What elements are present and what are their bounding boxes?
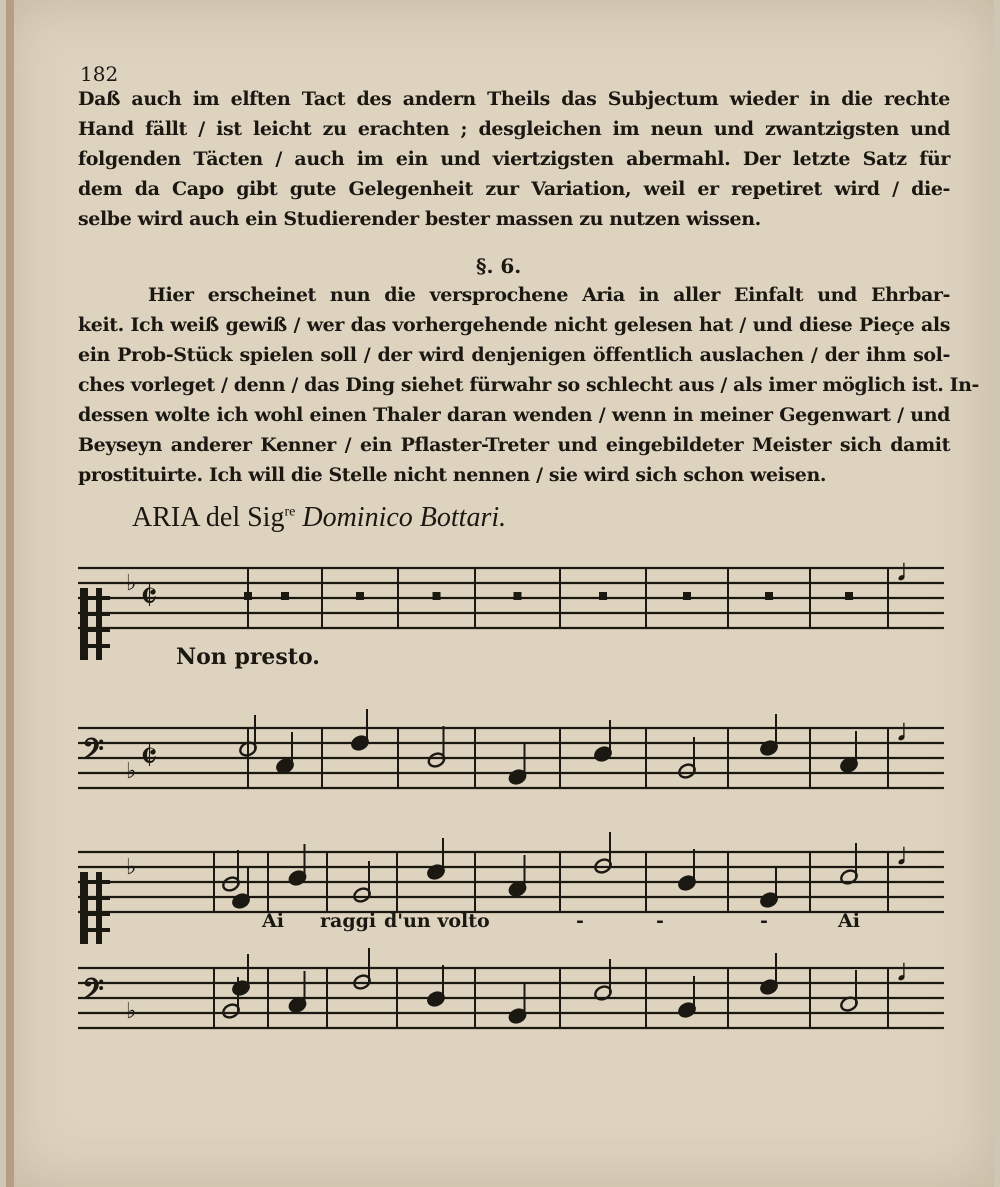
lyric-syllable: Ai (838, 910, 860, 932)
tempo-marking: Non presto. (176, 644, 320, 670)
c-clef (80, 880, 110, 884)
composer-name: Dominico Bottari. (302, 502, 507, 533)
staff-lines (78, 568, 944, 1028)
flat-sign: ♭ (126, 759, 137, 784)
text-line: keit. Ich weiß gewiß / wer das vorhergehende nicht gelesen hat / und diese Pieçe als (78, 314, 950, 336)
c-clef (80, 928, 110, 932)
text-line: dem da Capo gibt gute Gelegenheit zur Variation, weil er repetiret wird / die- (78, 178, 950, 200)
lyric-syllable: - (656, 910, 664, 932)
rest (433, 592, 441, 600)
barlines (214, 568, 888, 1028)
c-clef (80, 912, 110, 916)
text-line: Daß auch im elften Tact des andern Theils das Subjectum wieder in die rechte (78, 88, 950, 110)
lyric-syllable: - (576, 910, 584, 932)
c-clef (80, 596, 110, 600)
clefs (80, 571, 158, 1024)
aria-prefix: ARIA del Sig (132, 502, 285, 533)
text-line: dessen wolte ich wohl einen Thaler daran wenden / wenn in meiner Gegenwart / und (78, 404, 950, 426)
rest (845, 592, 853, 600)
lyric-syllable: Ai (262, 910, 284, 932)
f-clef: 𝄢 (82, 733, 104, 773)
text-line: Hier erscheinet nun die versprochene Aria in aller Einfalt und Ehrbar- (148, 284, 950, 306)
flat-sign: ♭ (126, 571, 137, 596)
rest (683, 592, 691, 600)
page-number: 182 (80, 62, 119, 86)
text-line: folgenden Täcten / auch im ein und viertzigsten abermahl. Der letzte Satz für (78, 148, 950, 170)
aria-sup: re (284, 504, 296, 520)
text-line: ein Prob-Stück spielen soll / der wird denjenigen öffentlich auslachen / der ihm sol- (78, 344, 950, 366)
flat-sign: ♭ (126, 999, 137, 1024)
custos: 𝅘𝅥 (898, 560, 905, 586)
f-clef: 𝄢 (82, 973, 104, 1013)
rest (765, 592, 773, 600)
text-line: prostituirte. Ich will die Stelle nicht nennen / sie wird sich schon weisen. (78, 464, 827, 486)
text-line: selbe wird auch ein Studierender bester massen zu nutzen wissen. (78, 208, 761, 230)
time-signature: 𝄵 (140, 734, 158, 780)
lyric-syllable: - (760, 910, 768, 932)
lyric-syllable: raggi (320, 910, 377, 932)
time-signature: 𝄵 (140, 574, 158, 620)
section-heading: §. 6. (476, 254, 522, 278)
c-clef (80, 896, 110, 900)
custos: 𝅘𝅥 (898, 844, 905, 870)
text-line: Hand fällt / ist leicht zu erachten ; desgleichen im neun und zwantzigsten und (78, 118, 950, 140)
rest (599, 592, 607, 600)
text-line: Beyseyn anderer Kenner / ein Pflaster-Treter und eingebildeter Meister sich damit (78, 434, 950, 456)
flat-sign: ♭ (126, 855, 137, 880)
c-clef (80, 644, 110, 648)
lyric-syllable: d'un volto (384, 910, 490, 932)
c-clef (80, 612, 110, 616)
custos: 𝅘𝅥 (898, 960, 905, 986)
rest (281, 592, 289, 600)
rest (244, 592, 252, 600)
custos: 𝅘𝅥 (898, 720, 905, 746)
notes (221, 560, 905, 1025)
rest (514, 592, 522, 600)
rest (356, 592, 364, 600)
c-clef (80, 628, 110, 632)
text-line: ches vorleget / denn / das Ding siehet fürwahr so schlecht aus / als imer möglich ist. In- (78, 374, 980, 396)
